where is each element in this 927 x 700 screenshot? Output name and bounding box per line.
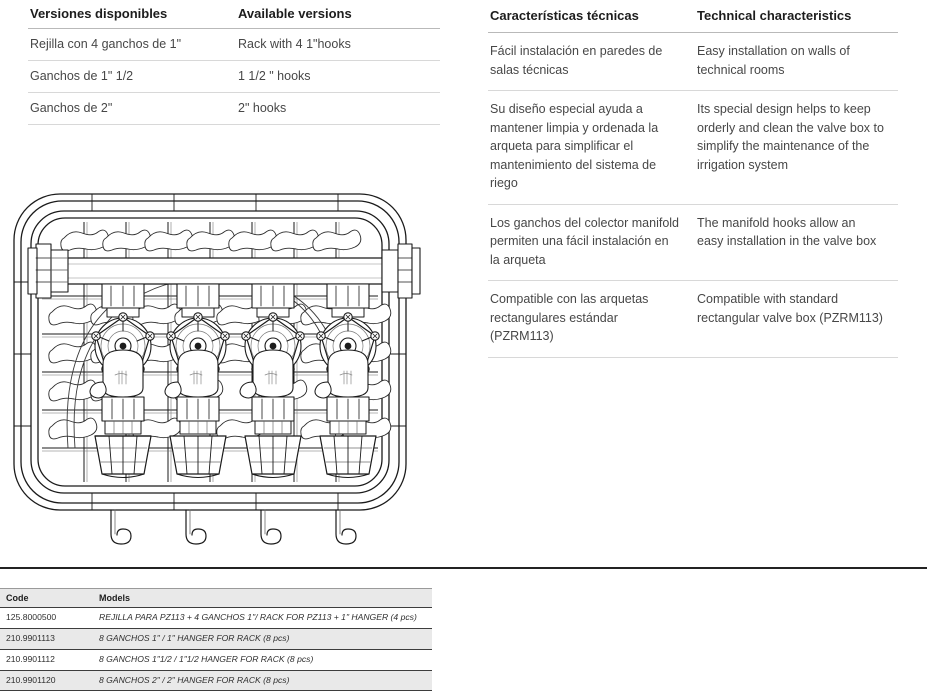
- valve-filter-basket: [245, 436, 301, 478]
- product-code: 210.9901120: [0, 670, 93, 691]
- table-row: [488, 91, 898, 205]
- version-en: Rack with 4 1"hooks: [236, 29, 440, 61]
- product-code: 210.9901113: [0, 628, 93, 649]
- characteristic-es: Los ganchos del colector manifold permiten una fácil instalación en la arqueta: [488, 204, 695, 281]
- version-es: Rejilla con 4 ganchos de 1": [28, 29, 236, 61]
- product-model: 8 GANCHOS 1"1/2 / 1"1/2 HANGER FOR RACK (8 pcs): [93, 649, 432, 670]
- valve-outlet-port: [102, 284, 144, 317]
- characteristic-en: The manifold hooks allow an easy installation in the valve box: [695, 204, 898, 281]
- table-row: [0, 628, 432, 649]
- valve-neck: [177, 397, 219, 434]
- table-row: [28, 61, 440, 93]
- column-header-code: Code: [0, 589, 93, 608]
- valve-neck: [102, 397, 144, 434]
- characteristic-es: Su diseño especial ayuda a mantener limpia y ordenada la arqueta para simplificar el mantenimiento del sistema de riego: [488, 91, 695, 205]
- table-row: [0, 670, 432, 691]
- column-header-available-versions: Available versions: [236, 6, 440, 29]
- table-row: [0, 608, 432, 629]
- valve-outlet-port: [327, 284, 369, 317]
- valve-neck: [252, 397, 294, 434]
- valve-outlet-port: [177, 284, 219, 317]
- version-en: 2" hooks: [236, 93, 440, 125]
- valve-filter-basket: [320, 436, 376, 478]
- table-row: [488, 204, 898, 281]
- column-header-caracteristicas: Características técnicas: [488, 6, 695, 33]
- product-model: 8 GANCHOS 1" / 1" HANGER FOR RACK (8 pcs): [93, 628, 432, 649]
- valve-outlet-port: [252, 284, 294, 317]
- table-header-row: [28, 6, 440, 29]
- characteristic-en: Compatible with standard rectangular valve box (PZRM113): [695, 281, 898, 358]
- manifold-end-cap-left: [28, 244, 68, 298]
- table-header-row: [0, 589, 432, 608]
- column-header-versiones: Versiones disponibles: [28, 6, 236, 29]
- column-header-models: Models: [93, 589, 432, 608]
- version-es: Ganchos de 2": [28, 93, 236, 125]
- product-illustration: [6, 186, 446, 556]
- order-codes-table: [0, 588, 432, 691]
- table-row: [28, 93, 440, 125]
- table-header-row: [488, 6, 898, 33]
- product-model: 8 GANCHOS 2" / 2" HANGER FOR RACK (8 pcs): [93, 670, 432, 691]
- valve-neck: [327, 397, 369, 434]
- manifold-end-cap-right: [382, 244, 420, 298]
- version-en: 1 1/2 " hooks: [236, 61, 440, 93]
- characteristic-es: Compatible con las arquetas rectangulares estándar (PZRM113): [488, 281, 695, 358]
- characteristic-en: Easy installation on walls of technical rooms: [695, 33, 898, 91]
- technical-characteristics-table: [488, 6, 898, 358]
- table-row: [488, 33, 898, 91]
- product-code: 125.8000500: [0, 608, 93, 629]
- characteristic-en: Its special design helps to keep orderly and clean the valve box to simplify the maintenance of the irrigation system: [695, 91, 898, 205]
- product-code: 210.9901112: [0, 649, 93, 670]
- version-es: Ganchos de 1" 1/2: [28, 61, 236, 93]
- table-row: [488, 281, 898, 358]
- valve-filter-basket: [170, 436, 226, 478]
- product-model: REJILLA PARA PZ113 + 4 GANCHOS 1"/ RACK FOR PZ113 + 1" HANGER (4 pcs): [93, 608, 432, 629]
- characteristic-es: Fácil instalación en paredes de salas técnicas: [488, 33, 695, 91]
- table-row: [28, 29, 440, 61]
- available-versions-table: [28, 6, 440, 125]
- valve-filter-basket: [95, 436, 151, 478]
- section-divider: [0, 567, 927, 569]
- table-row: [0, 649, 432, 670]
- hanging-hooks: [111, 510, 356, 544]
- column-header-technical-characteristics: Technical characteristics: [695, 6, 898, 33]
